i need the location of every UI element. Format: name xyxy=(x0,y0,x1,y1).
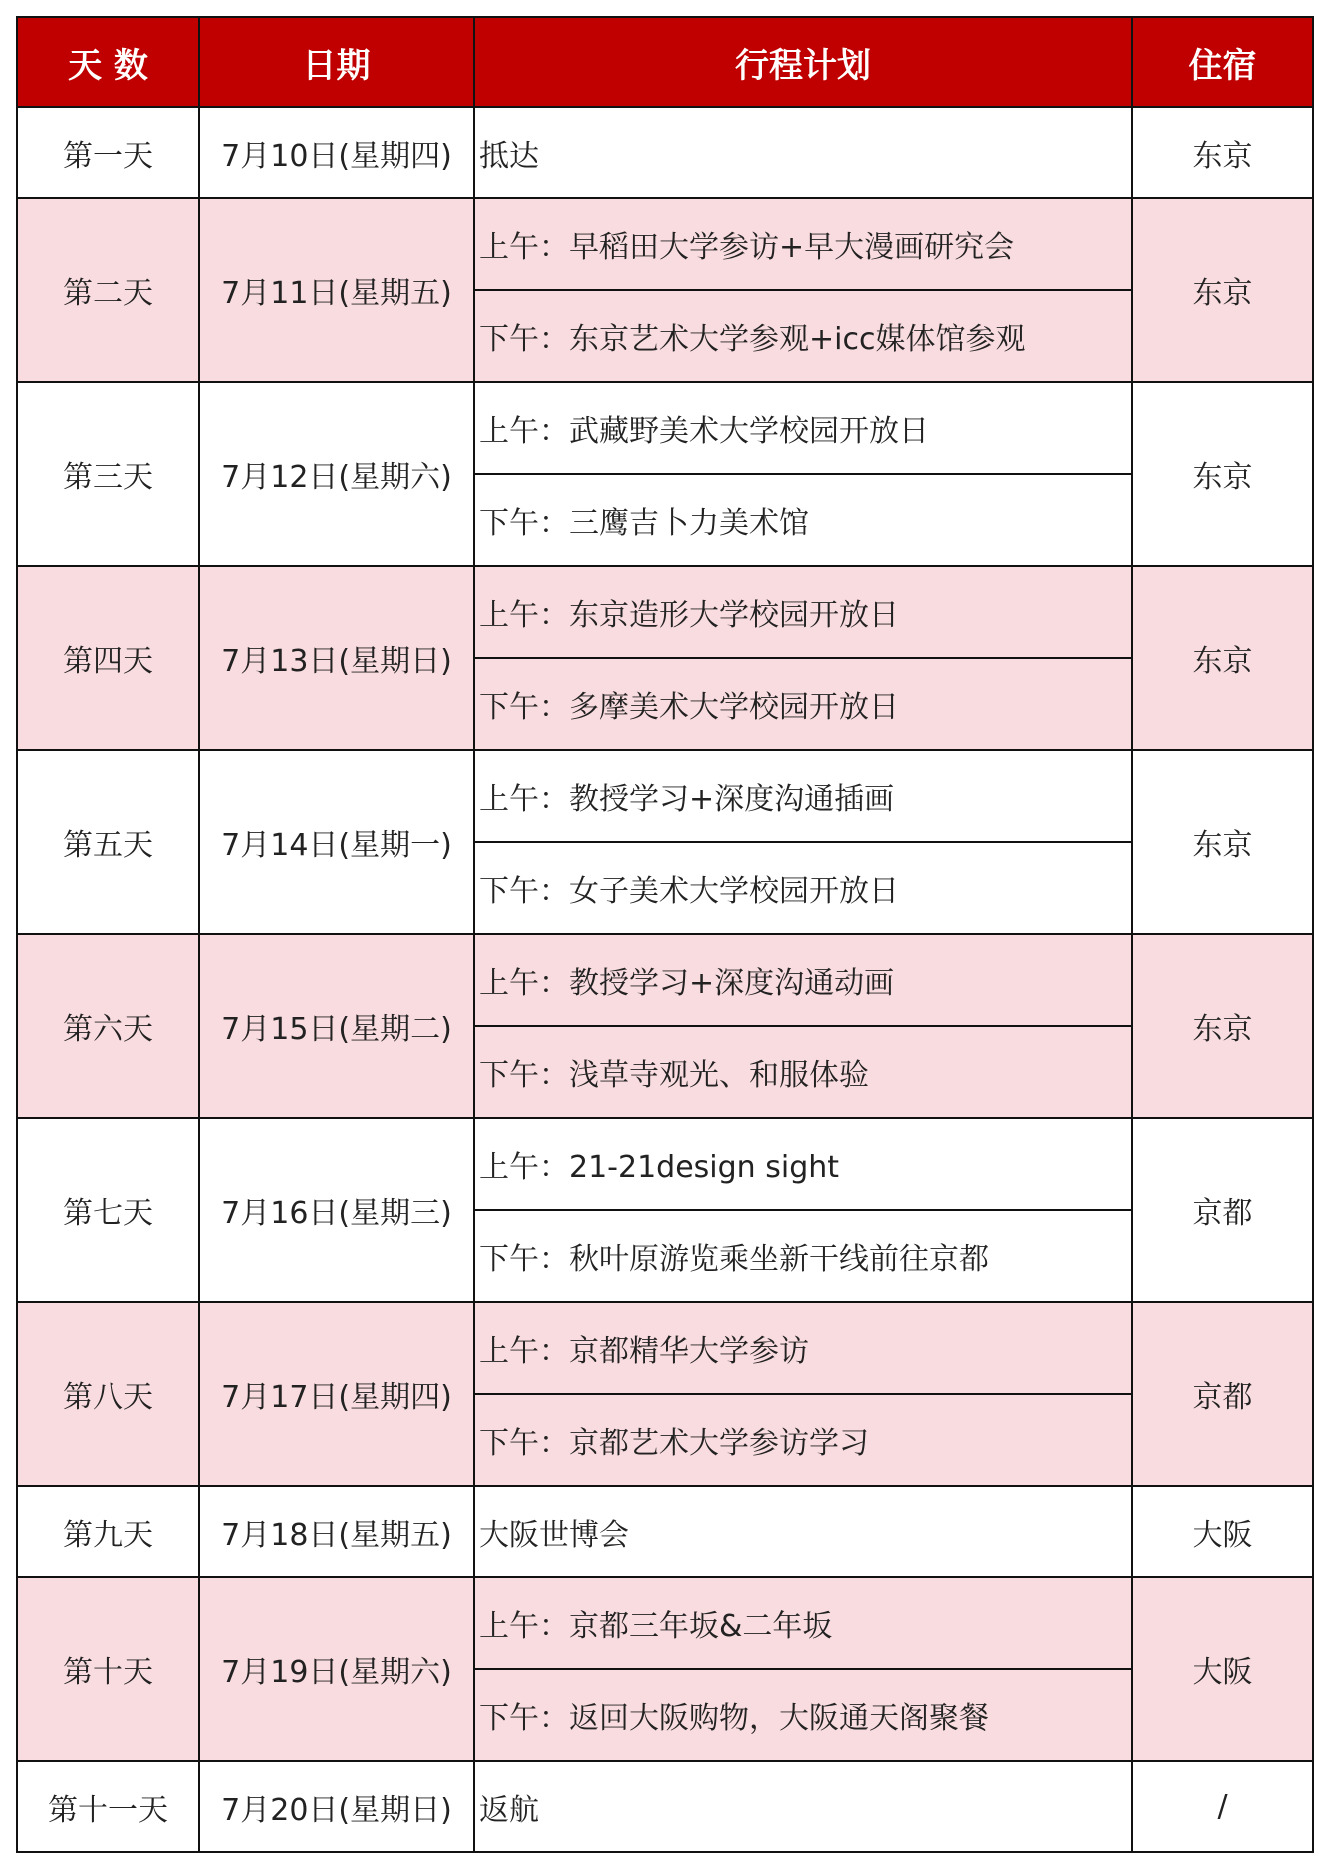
accommodation-cell: 东京 xyxy=(1132,934,1313,1118)
day-label: 第一天 xyxy=(17,107,199,198)
plan-item: 返航 xyxy=(474,1761,1132,1852)
accommodation-cell: 大阪 xyxy=(1132,1486,1313,1577)
day-row xyxy=(17,1761,1313,1852)
date-cell: 7月13日(星期日) xyxy=(199,566,474,750)
plan-morning: 上午：21-21design sight xyxy=(474,1118,1132,1210)
date-cell: 7月20日(星期日) xyxy=(199,1761,474,1852)
accommodation-cell: 东京 xyxy=(1132,198,1313,382)
day-label: 第三天 xyxy=(17,382,199,566)
day-label: 第五天 xyxy=(17,750,199,934)
plan-morning: 上午：教授学习+深度沟通插画 xyxy=(474,750,1132,842)
date-cell: 7月16日(星期三) xyxy=(199,1118,474,1302)
day-row xyxy=(17,934,1313,1026)
plan-morning: 上午：京都三年坂&二年坂 xyxy=(474,1577,1132,1669)
day-label: 第十天 xyxy=(17,1577,199,1761)
header-row xyxy=(17,17,1313,107)
plan-afternoon: 下午：多摩美术大学校园开放日 xyxy=(474,658,1132,750)
plan-item: 大阪世博会 xyxy=(474,1486,1132,1577)
accommodation-cell: / xyxy=(1132,1761,1313,1852)
accommodation-cell: 东京 xyxy=(1132,750,1313,934)
day-label: 第十一天 xyxy=(17,1761,199,1852)
day-row xyxy=(17,1486,1313,1577)
day-row xyxy=(17,107,1313,198)
accommodation-cell: 大阪 xyxy=(1132,1577,1313,1761)
date-cell: 7月14日(星期一) xyxy=(199,750,474,934)
accommodation-cell: 东京 xyxy=(1132,107,1313,198)
day-label: 第八天 xyxy=(17,1302,199,1486)
day-label: 第四天 xyxy=(17,566,199,750)
header-day: 天 数 xyxy=(17,17,199,107)
day-label: 第二天 xyxy=(17,198,199,382)
date-cell: 7月11日(星期五) xyxy=(199,198,474,382)
date-cell: 7月15日(星期二) xyxy=(199,934,474,1118)
plan-afternoon: 下午：三鹰吉卜力美术馆 xyxy=(474,474,1132,566)
accommodation-cell: 东京 xyxy=(1132,566,1313,750)
date-cell: 7月17日(星期四) xyxy=(199,1302,474,1486)
itinerary-table xyxy=(16,16,1314,1853)
plan-item: 抵达 xyxy=(474,107,1132,198)
plan-afternoon: 下午：东京艺术大学参观+icc媒体馆参观 xyxy=(474,290,1132,382)
header-stay: 住宿 xyxy=(1132,17,1313,107)
day-label: 第七天 xyxy=(17,1118,199,1302)
date-cell: 7月10日(星期四) xyxy=(199,107,474,198)
day-row xyxy=(17,1302,1313,1394)
date-cell: 7月19日(星期六) xyxy=(199,1577,474,1761)
plan-afternoon: 下午：京都艺术大学参访学习 xyxy=(474,1394,1132,1486)
accommodation-cell: 京都 xyxy=(1132,1118,1313,1302)
day-row xyxy=(17,566,1313,658)
plan-morning: 上午：早稻田大学参访+早大漫画研究会 xyxy=(474,198,1132,290)
itinerary-body xyxy=(17,107,1313,1852)
day-row xyxy=(17,382,1313,474)
day-row xyxy=(17,1577,1313,1669)
plan-morning: 上午：京都精华大学参访 xyxy=(474,1302,1132,1394)
plan-afternoon: 下午：返回大阪购物，大阪通天阁聚餐 xyxy=(474,1669,1132,1761)
plan-morning: 上午：武藏野美术大学校园开放日 xyxy=(474,382,1132,474)
plan-afternoon: 下午：女子美术大学校园开放日 xyxy=(474,842,1132,934)
plan-morning: 上午：教授学习+深度沟通动画 xyxy=(474,934,1132,1026)
day-row xyxy=(17,750,1313,842)
header-plan: 行程计划 xyxy=(474,17,1132,107)
accommodation-cell: 京都 xyxy=(1132,1302,1313,1486)
plan-afternoon: 下午：秋叶原游览乘坐新干线前往京都 xyxy=(474,1210,1132,1302)
accommodation-cell: 东京 xyxy=(1132,382,1313,566)
plan-morning: 上午：东京造形大学校园开放日 xyxy=(474,566,1132,658)
day-row xyxy=(17,1118,1313,1210)
day-row xyxy=(17,198,1313,290)
plan-afternoon: 下午：浅草寺观光、和服体验 xyxy=(474,1026,1132,1118)
day-label: 第六天 xyxy=(17,934,199,1118)
day-label: 第九天 xyxy=(17,1486,199,1577)
date-cell: 7月18日(星期五) xyxy=(199,1486,474,1577)
date-cell: 7月12日(星期六) xyxy=(199,382,474,566)
header-date: 日期 xyxy=(199,17,474,107)
